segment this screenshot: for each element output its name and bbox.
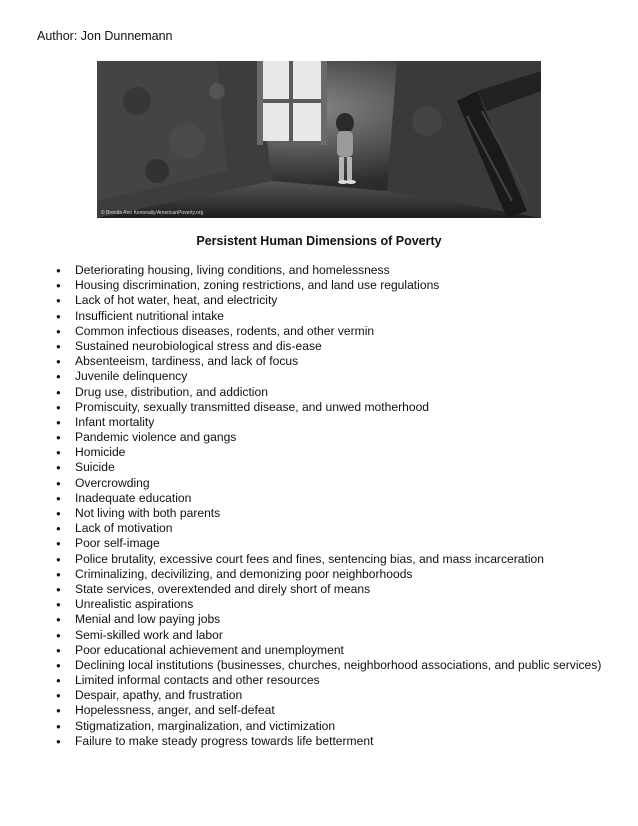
bullet-icon: ● bbox=[56, 417, 61, 427]
list-item bbox=[36, 369, 601, 384]
list-item bbox=[36, 536, 601, 551]
list-item bbox=[36, 385, 601, 400]
bullet-icon: ● bbox=[56, 615, 61, 625]
list-item-text: Despair, apathy, and frustration bbox=[75, 688, 243, 703]
list-item bbox=[36, 703, 601, 718]
list-item-text: Police brutality, excessive court fees and fines, sentencing bias, and mass incarceration bbox=[75, 551, 544, 566]
bullet-icon: ● bbox=[56, 524, 61, 534]
list-item-text: Semi-skilled work and labor bbox=[75, 627, 223, 642]
list-item bbox=[36, 293, 601, 308]
list-item bbox=[36, 521, 601, 536]
photo-drawing bbox=[97, 61, 541, 218]
list-item bbox=[36, 688, 601, 703]
bullet-icon: ● bbox=[56, 281, 61, 291]
list-item bbox=[36, 612, 601, 627]
bullet-icon: ● bbox=[56, 645, 61, 655]
list-item-text: Declining local institutions (businesses, churches, neighborhood associations, and public services) bbox=[75, 657, 602, 672]
bullet-icon: ● bbox=[56, 372, 61, 382]
list-item bbox=[36, 567, 601, 582]
bullet-icon: ● bbox=[56, 266, 61, 275]
bullet-icon: ● bbox=[56, 296, 61, 306]
list-item-text: Menial and low paying jobs bbox=[75, 612, 221, 627]
list-item bbox=[36, 400, 601, 415]
list-item bbox=[36, 506, 601, 521]
bullet-icon: ● bbox=[56, 311, 61, 321]
bullet-icon: ● bbox=[56, 448, 61, 458]
list-item-text: Overcrowding bbox=[75, 475, 150, 490]
bullet-icon: ● bbox=[56, 630, 61, 640]
list-item bbox=[36, 278, 601, 293]
bullet-icon: ● bbox=[56, 387, 61, 397]
list-item bbox=[36, 673, 601, 688]
list-item-text: Lack of motivation bbox=[75, 521, 173, 536]
list-item bbox=[36, 263, 601, 278]
bullet-icon: ● bbox=[56, 478, 61, 488]
poverty-dimensions-list bbox=[36, 263, 601, 749]
bullet-icon: ● bbox=[56, 600, 61, 610]
list-item bbox=[36, 339, 601, 354]
list-item bbox=[36, 597, 601, 612]
list-item-text: Inadequate education bbox=[75, 490, 192, 505]
list-item-text: Hopelessness, anger, and self-defeat bbox=[75, 703, 275, 718]
list-item-text: Infant mortality bbox=[75, 414, 155, 429]
list-item-text: Failure to make steady progress towards life betterment bbox=[75, 733, 374, 748]
list-item bbox=[36, 445, 601, 460]
bullet-icon: ● bbox=[56, 539, 61, 549]
bullet-icon: ● bbox=[56, 736, 61, 746]
list-item bbox=[36, 354, 601, 369]
list-item-text: Pandemic violence and gangs bbox=[75, 430, 237, 445]
list-item-text: Drug use, distribution, and addiction bbox=[75, 384, 268, 399]
list-item-text: Sustained neurobiological stress and dis-ease bbox=[75, 338, 322, 353]
list-item bbox=[36, 643, 601, 658]
list-item-text: Common infectious diseases, rodents, and other vermin bbox=[75, 323, 375, 338]
list-item bbox=[36, 719, 601, 734]
list-item bbox=[36, 309, 601, 324]
bullet-icon: ● bbox=[56, 341, 61, 351]
bullet-icon: ● bbox=[56, 554, 61, 564]
bullet-icon: ● bbox=[56, 584, 61, 594]
bullet-icon: ● bbox=[56, 326, 61, 336]
poverty-photo bbox=[97, 61, 541, 218]
list-item-text: Poor educational achievement and unemployment bbox=[75, 642, 344, 657]
list-item bbox=[36, 460, 601, 475]
list-item-text: Lack of hot water, heat, and electricity bbox=[75, 293, 278, 308]
list-item bbox=[36, 658, 601, 673]
list-item-text: Limited informal contacts and other resources bbox=[75, 673, 320, 688]
list-item-text: Not living with both parents bbox=[75, 506, 221, 520]
list-item-text: Unrealistic aspirations bbox=[75, 597, 194, 612]
bullet-icon: ● bbox=[56, 509, 61, 518]
bullet-icon: ● bbox=[56, 706, 61, 716]
list-item bbox=[36, 734, 601, 749]
list-item bbox=[36, 476, 601, 491]
list-item-text: Suicide bbox=[75, 460, 115, 475]
bullet-icon: ● bbox=[56, 463, 61, 473]
list-item-text: Absenteeism, tardiness, and lack of focus bbox=[75, 354, 299, 369]
list-item bbox=[36, 628, 601, 643]
list-item-text: Juvenile delinquency bbox=[75, 369, 188, 384]
list-item bbox=[36, 430, 601, 445]
bullet-icon: ● bbox=[56, 569, 61, 579]
bullet-icon: ● bbox=[56, 493, 61, 503]
bullet-icon: ● bbox=[56, 433, 61, 443]
list-item-text: Insufficient nutritional intake bbox=[75, 308, 225, 323]
list-item bbox=[36, 582, 601, 597]
list-item-text: Criminalizing, decivilizing, and demonizing poor neighborhoods bbox=[75, 566, 413, 581]
bullet-icon: ● bbox=[56, 691, 61, 701]
list-item bbox=[36, 491, 601, 506]
list-item-text: Stigmatization, marginalization, and victimization bbox=[75, 718, 336, 733]
author-line: Author: Jon Dunnemann bbox=[37, 29, 173, 43]
bullet-icon: ● bbox=[56, 402, 61, 412]
list-item-text: Deteriorating housing, living conditions, and homelessness bbox=[75, 263, 390, 277]
list-item-text: Poor self-image bbox=[75, 536, 160, 551]
list-item bbox=[36, 324, 601, 339]
list-item-text: Homicide bbox=[75, 445, 126, 460]
bullet-icon: ● bbox=[56, 357, 61, 367]
bullet-icon: ● bbox=[56, 676, 61, 686]
list-item bbox=[36, 552, 601, 567]
photo-credit: © Brenda Ann Kenneally/AmericanPoverty.org bbox=[101, 210, 204, 216]
bullet-icon: ● bbox=[56, 660, 61, 670]
page-heading: Persistent Human Dimensions of Poverty bbox=[196, 234, 442, 248]
bullet-icon: ● bbox=[56, 721, 61, 731]
list-item-text: State services, overextended and direly short of means bbox=[75, 581, 371, 596]
list-item-text: Promiscuity, sexually transmitted disease, and unwed motherhood bbox=[75, 399, 430, 414]
list-item-text: Housing discrimination, zoning restrictions, and land use regulations bbox=[75, 278, 440, 293]
list-item bbox=[36, 415, 601, 430]
